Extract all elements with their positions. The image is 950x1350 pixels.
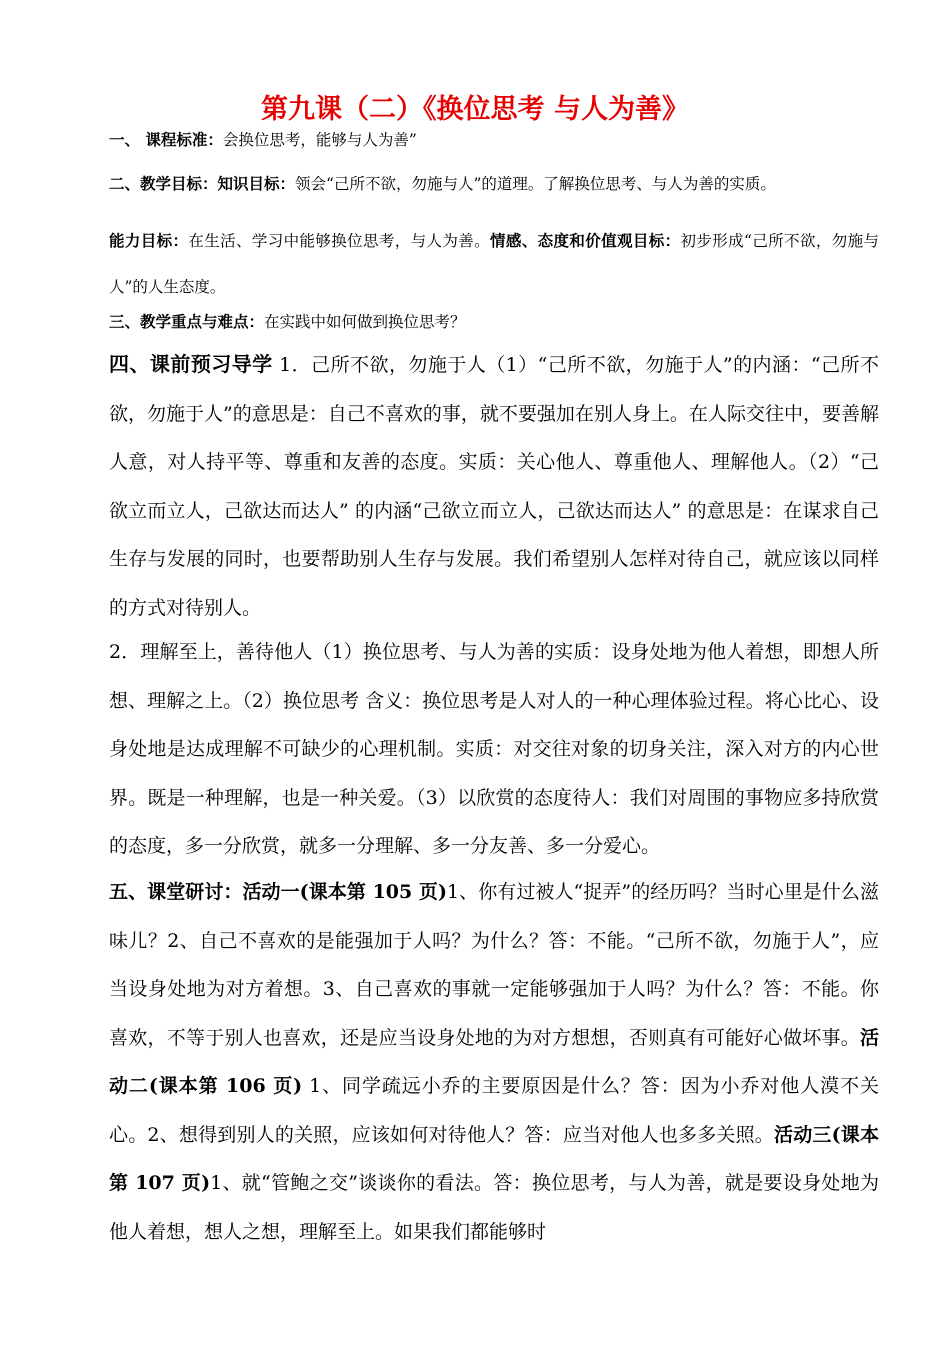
key-difficult-points (109, 310, 879, 334)
teaching-goals-label: 二、教学目标：知识目标： (109, 174, 296, 193)
preview-text: 1．己所不欲，勿施于人（1）“己所不欲，勿施于人”的内涵：“己所不欲，勿施于人”的意思是：自己不喜欢的事，就不要强加在别人身上。在人际交往中，要善解人意，对人持平等、尊重和友善的态度。实质：关心他人、尊重他人、理解他人。（2）“己欲立而立人，己欲达而达人” 的内涵“己欲立而立人，己欲达而达人” 的意思是：在谋求自己生存与发展的同时，也要帮助别人生存与发展。我们希望别人怎样对待自己，就应该以同样的方式对待别人。 (109, 354, 880, 619)
ability-goal-label: 能力目标： (109, 231, 189, 250)
class-discussion-section (109, 868, 879, 1256)
emotion-goal-text: 初步形成“己所不欲，勿施与人”的人生态度。 (109, 232, 879, 296)
teaching-goals (109, 172, 879, 196)
key-points-label: 三、教学重点与难点： (109, 312, 265, 331)
curriculum-standard (109, 128, 879, 152)
emotion-goal-label: 情感、态度和价值观目标： (490, 231, 681, 250)
preview-label: 四、课前预习导学 (109, 352, 273, 376)
curriculum-standard-text: 会换位思考，能够与人为善” (222, 131, 417, 149)
ability-emotion-goals (109, 218, 879, 310)
ability-goal-text: 在生活、学习中能够换位思考，与人为善。 (188, 232, 491, 250)
teaching-goals-text: 领会“己所不欲，勿施与人”的道理。了解换位思考、与人为善的实质。 (295, 175, 776, 193)
understanding-section: 2．理解至上，善待他人（1）换位思考、与人为善的实质：设身处地为他人着想，即想人所想、理解之上。（2）换位思考 含义：换位思考是人对人的一种心理体验过程。将心比心、设身处地是达成理解不可缺少的心理机制。实质：对交往对象的切身关注，深入对方的内心世界。既是一种理解，也是一种关爱。（3）以欣赏的态度待人：我们对周围的事物应多持欣赏的态度，多一分欣赏，就多一分理解、多一分友善、多一分爱心。 (109, 641, 879, 857)
activity-two-text: 1、同学疏远小乔的主要原因是什么？答：因为小乔对他人漠不关心。2、想得到别人的关照，应该如何对待他人？答：应当对他人也多多关照。 (109, 1075, 879, 1146)
preview-section (109, 340, 879, 632)
activity-three-label: 活动三(课本第 107 页) (109, 1123, 879, 1194)
activity-one-label: 五、课堂研讨：活动一(课本第 105 页) (109, 881, 447, 903)
activity-two-label: 活动二(课本第 106 页) (109, 1026, 879, 1097)
key-points-text: 在实践中如何做到换位思考？ (264, 313, 466, 331)
activity-three-text: 1、就“管鲍之交”谈谈你的看法。答：换位思考，与人为善，就是要设身处地为他人着想，想人之想，理解至上。如果我们都能够时 (109, 1172, 879, 1243)
document-title: 第九课（二）《换位思考 与人为善》 (261, 94, 689, 125)
activity-one-text: 1、你有过被人“捉弄”的经历吗？当时心里是什么滋味儿？2、自己不喜欢的是能强加于人吗？为什么？答：不能。“己所不欲，勿施于人”，应当设身处地为对方着想。3、自己喜欢的事就一定能够强加于人吗？为什么？答：不能。你喜欢，不等于别人也喜欢，还是应当设身处地的为对方想想，否则真有可能好心做坏事。 (109, 881, 879, 1049)
curriculum-standard-label: 一、 课程标准： (109, 130, 223, 149)
